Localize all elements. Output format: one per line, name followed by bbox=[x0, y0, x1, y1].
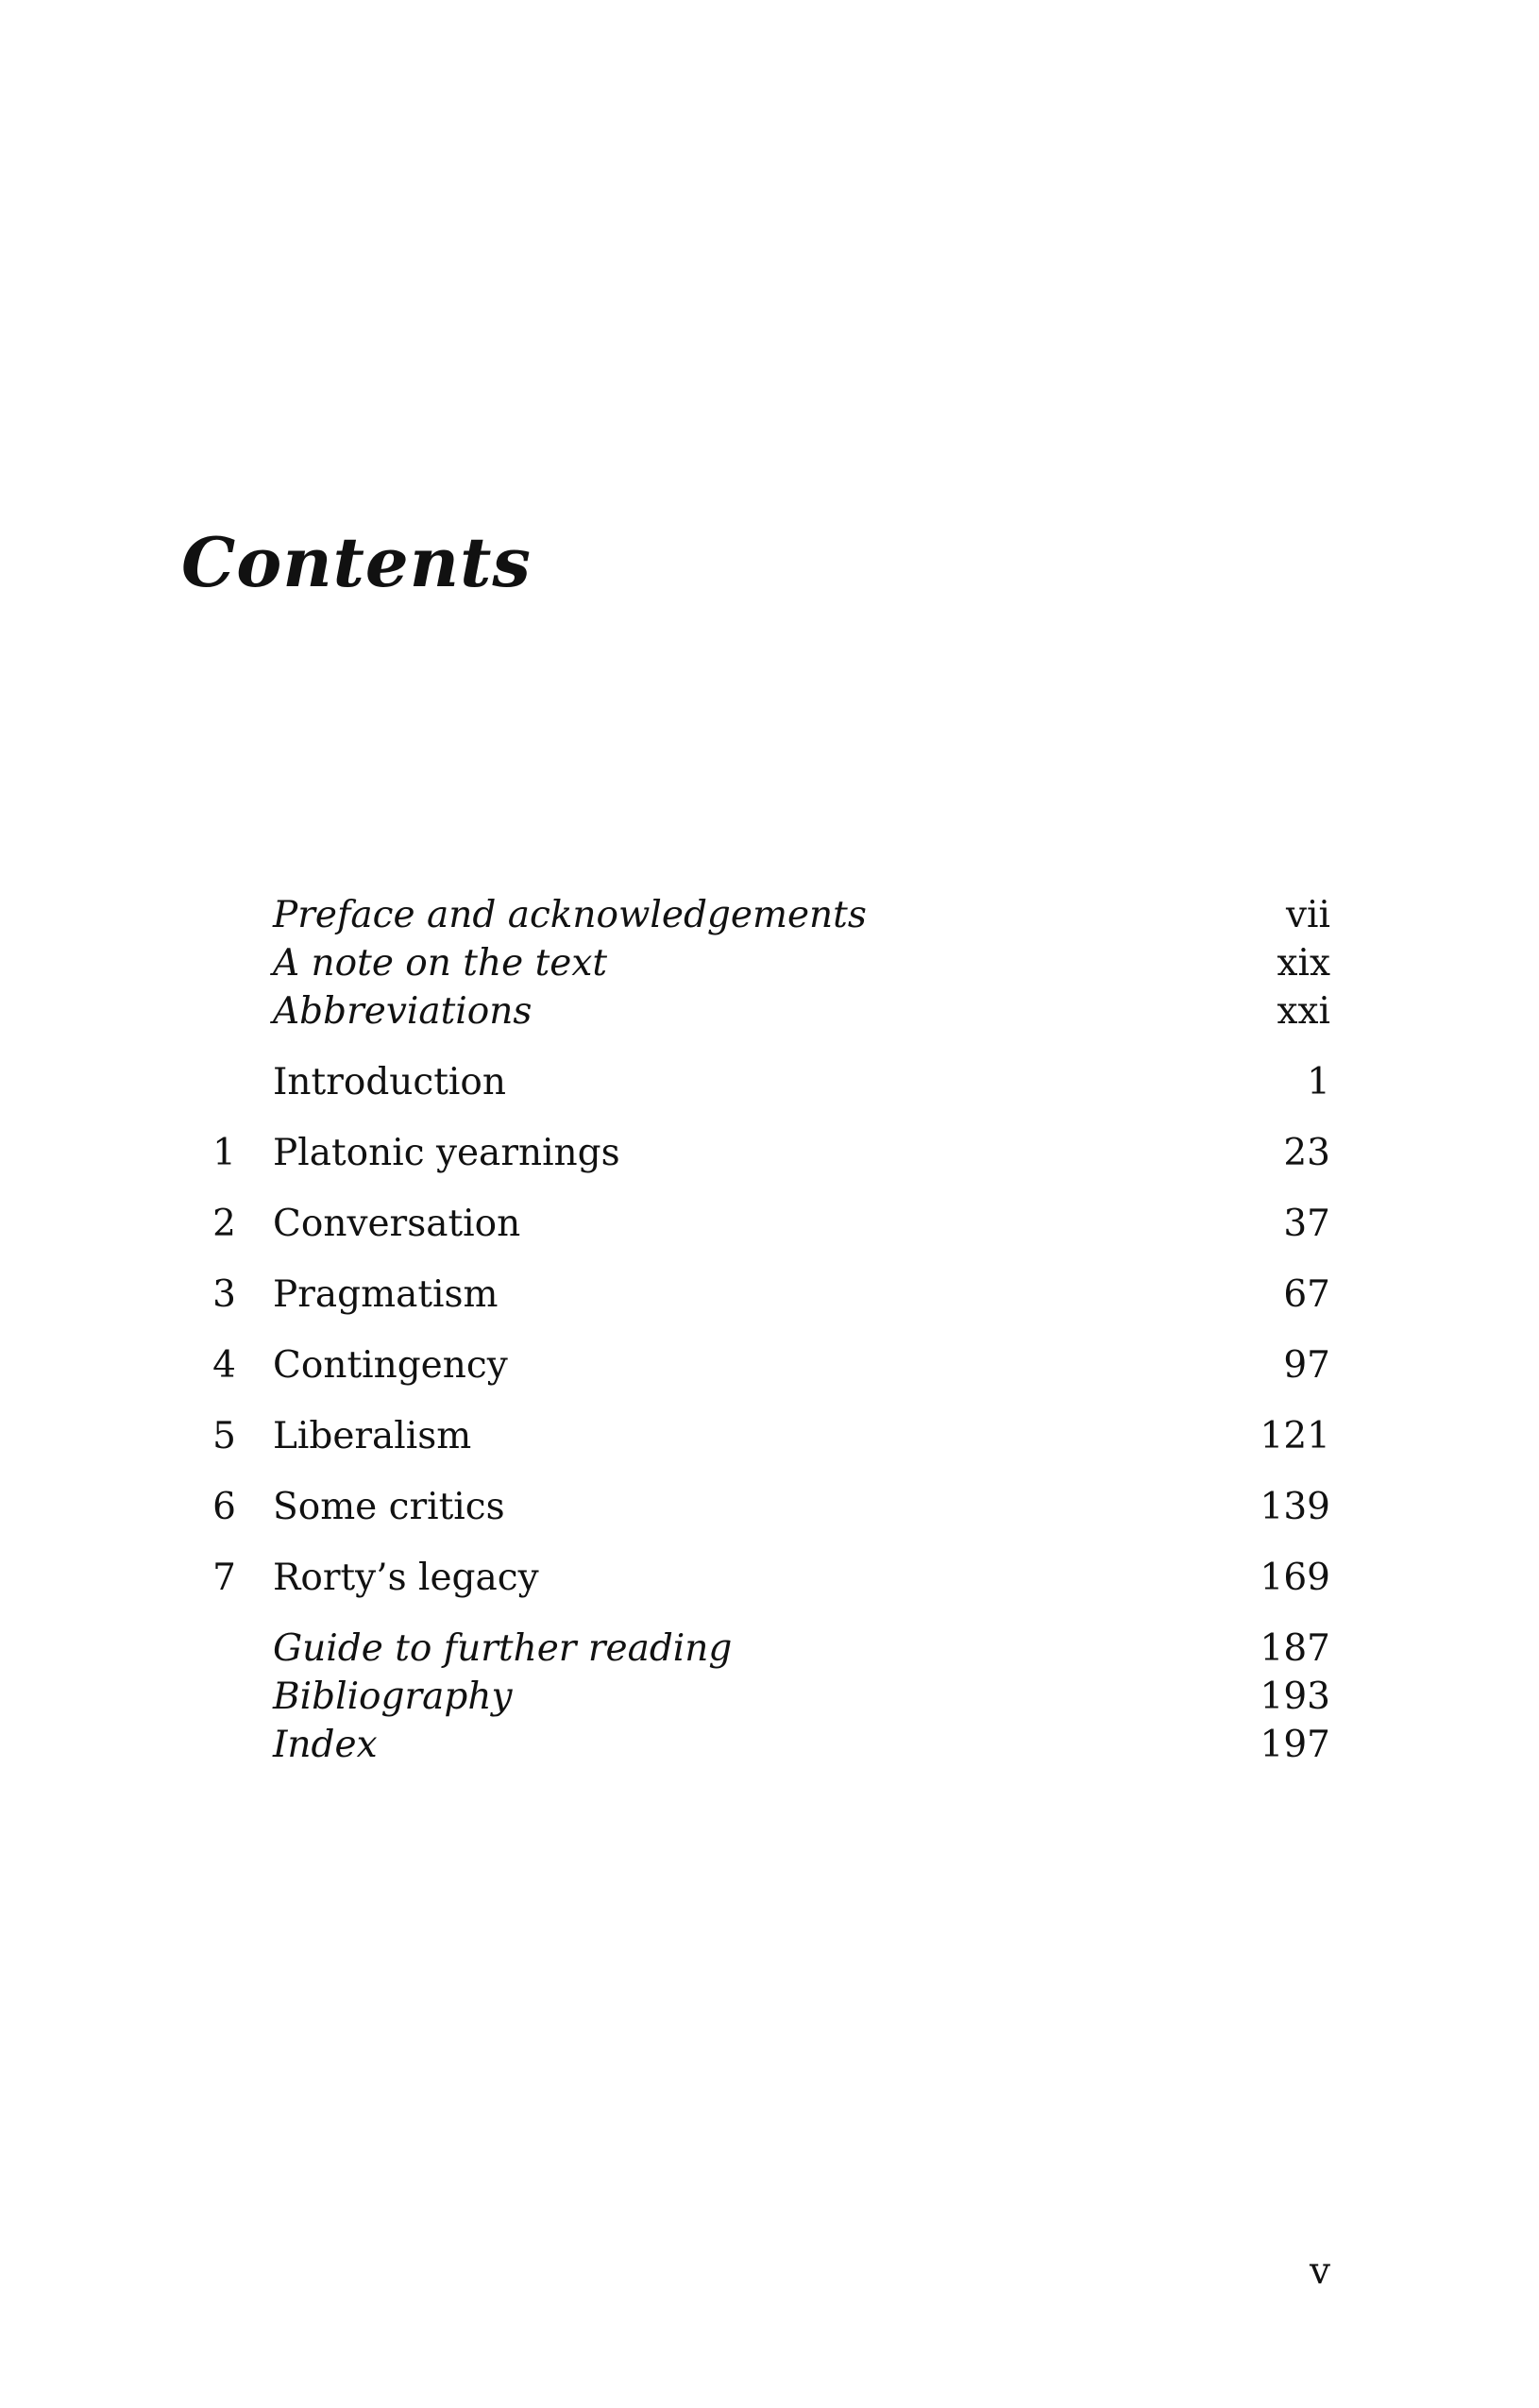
toc-entry-title: Guide to further reading bbox=[273, 1627, 733, 1670]
toc-entry-page: 197 bbox=[1260, 1724, 1330, 1766]
chapter-number: 4 bbox=[212, 1344, 236, 1387]
chapter-page: 23 bbox=[1283, 1132, 1330, 1174]
chapter-title: Platonic yearnings bbox=[273, 1132, 620, 1174]
chapter-title: Pragmatism bbox=[273, 1273, 499, 1316]
toc-entry-page: xxi bbox=[1277, 990, 1330, 1033]
chapter-number: 7 bbox=[212, 1557, 236, 1599]
toc-entry-page: xix bbox=[1277, 942, 1330, 985]
toc-chapter-6 bbox=[0, 1484, 1539, 1531]
toc-entry-title: Introduction bbox=[273, 1061, 506, 1103]
chapter-page: 121 bbox=[1260, 1415, 1330, 1457]
toc-entry-introduction bbox=[0, 1059, 1539, 1106]
toc-entry-index bbox=[0, 1722, 1539, 1769]
toc-entry-page: vii bbox=[1286, 894, 1330, 936]
chapter-number: 6 bbox=[212, 1486, 236, 1528]
toc-chapter-3 bbox=[0, 1271, 1539, 1319]
chapter-title: Conversation bbox=[273, 1203, 521, 1245]
toc-entry-title: Abbreviations bbox=[273, 990, 533, 1033]
chapter-title: Rorty’s legacy bbox=[273, 1557, 539, 1599]
toc-entry-page: 193 bbox=[1260, 1675, 1330, 1718]
chapter-title: Some critics bbox=[273, 1486, 505, 1528]
toc-entry-page: 187 bbox=[1260, 1627, 1330, 1670]
chapter-number: 1 bbox=[212, 1132, 236, 1174]
toc-entry-title: Index bbox=[273, 1724, 378, 1766]
toc-entry-title: A note on the text bbox=[273, 942, 607, 985]
chapter-number: 2 bbox=[212, 1203, 236, 1245]
chapter-page: 97 bbox=[1283, 1344, 1330, 1387]
toc-chapter-1 bbox=[0, 1130, 1539, 1177]
toc-chapter-7 bbox=[0, 1555, 1539, 1602]
toc-entry-bibliography bbox=[0, 1674, 1539, 1721]
toc-entry-further-reading bbox=[0, 1625, 1539, 1673]
chapter-page: 67 bbox=[1283, 1273, 1330, 1316]
toc-entry-page: 1 bbox=[1307, 1061, 1330, 1103]
chapter-number: 3 bbox=[212, 1273, 236, 1316]
chapter-title: Liberalism bbox=[273, 1415, 472, 1457]
toc-entry-note-on-text bbox=[0, 940, 1539, 987]
toc-entry-title: Bibliography bbox=[273, 1675, 513, 1718]
toc-entry-abbreviations bbox=[0, 988, 1539, 1036]
chapter-title: Contingency bbox=[273, 1344, 508, 1387]
page-number: v bbox=[1309, 2250, 1330, 2293]
toc-chapter-5 bbox=[0, 1413, 1539, 1460]
toc-entry-preface bbox=[0, 892, 1539, 939]
chapter-number: 5 bbox=[212, 1415, 236, 1457]
page-title: Contents bbox=[181, 522, 532, 602]
toc-entry-title: Preface and acknowledgements bbox=[273, 894, 867, 936]
toc-chapter-2 bbox=[0, 1201, 1539, 1248]
chapter-page: 37 bbox=[1283, 1203, 1330, 1245]
chapter-page: 169 bbox=[1260, 1557, 1330, 1599]
chapter-page: 139 bbox=[1260, 1486, 1330, 1528]
toc-chapter-4 bbox=[0, 1342, 1539, 1389]
